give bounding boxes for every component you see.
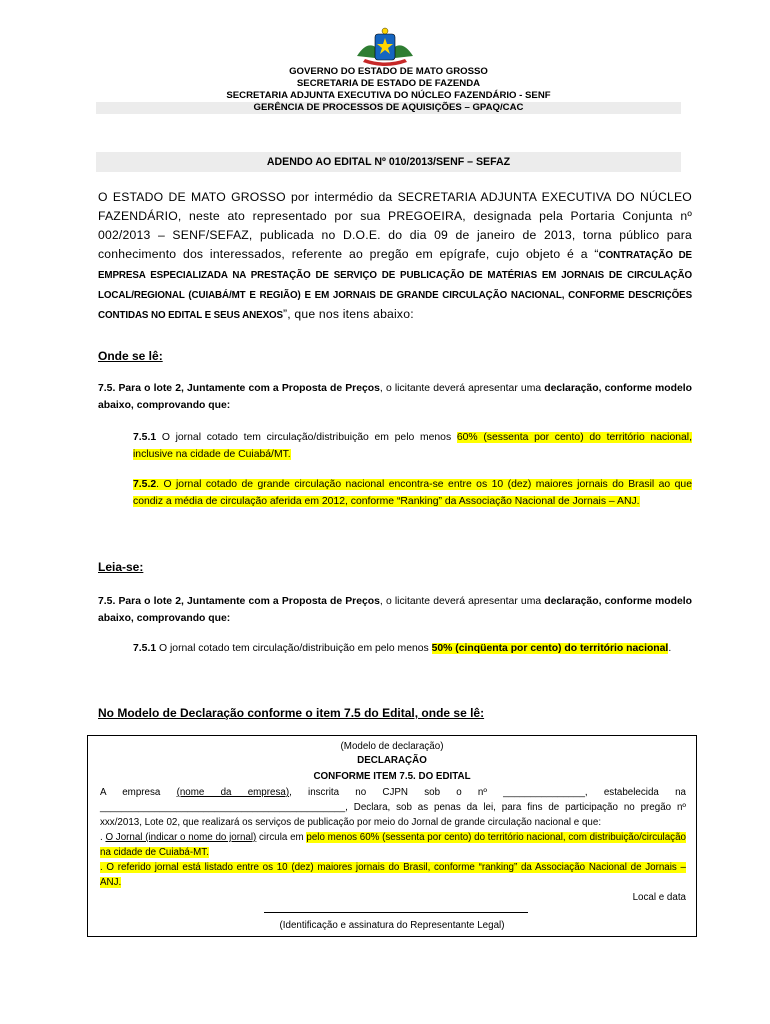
- leia-item-751-highlight: 50% (cinqüenta por cento) do território nacional: [431, 643, 669, 654]
- box-circulation-highlight: pelo menos 60% (sessenta por cento) do território nacional, com distribuição/circulação na cidade de Cuiabá-MT.: [100, 832, 686, 858]
- intro-text: O ESTADO DE MATO GROSSO por intermédio da SECRETARIA ADJUNTA EXECUTIVA DO NÚCLEO FAZENDÁRIO, neste ato representado por sua PREGOEIRA, designada pela Portaria Conjunta nº 002/2013 – SENF/SEFAZ, publicada no D.O.E. do dia 09 de janeiro de 2013, torna público para conhecimento dos interessados, referente ao pregão em epígrafe, cujo objeto é a “: [98, 190, 692, 261]
- box-declaration-title: DECLARAÇÃO: [357, 755, 427, 766]
- document-title: ADENDO AO EDITAL Nº 010/2013/SENF – SEFAZ: [96, 152, 681, 172]
- signature-line: [264, 912, 528, 913]
- leia-item-751-text: O jornal cotado tem circulação/distribuição em pelo menos: [156, 643, 432, 654]
- box-company-text: , inscrita no CJPN sob o nº _______________, estabelecida na _____________________________________________, Declara, sob as penas da lei, para fins de participação no pregão nº xxx/2013, Lote 02, que realizará os serviços de publicação por meio do Jornal de grande circulação nacional e que:: [100, 787, 686, 828]
- onde-item-752-number: 7.5.2: [133, 479, 157, 490]
- header-line-management: GERÊNCIA DE PROCESSOS DE AQUISIÇÕES – GPAQ/CAC: [96, 102, 681, 114]
- state-crest-icon: [353, 26, 417, 68]
- box-item-reference: CONFORME ITEM 7.5. DO EDITAL: [313, 771, 471, 782]
- box-newspaper-name: O Jornal (indicar o nome do jornal): [105, 832, 257, 843]
- box-model-label: (Modelo de declaração): [340, 741, 444, 752]
- box-circulation-bullet: .: [100, 832, 106, 843]
- box-local-date: Local e data: [632, 892, 686, 903]
- header-line-government: GOVERNO DO ESTADO DE MATO GROSSO: [289, 66, 488, 77]
- box-company-name: (nome da empresa): [176, 787, 290, 798]
- box-circulation-text: circula em: [256, 832, 307, 843]
- header-line-secretariat: SECRETARIA DE ESTADO DE FAZENDA: [296, 78, 481, 89]
- onde-item-751-number: 7.5.1: [133, 432, 157, 443]
- intro-tail: ”, que nos itens abaixo:: [282, 307, 414, 321]
- box-company-paragraph: [100, 785, 686, 830]
- onde-item-751-text: O jornal cotado tem circulação/distribuição em pelo menos: [156, 432, 457, 443]
- onde-item-751-highlight: 60% (sessenta por cento) do território nacional, inclusive na cidade de Cuiabá/MT.: [133, 432, 693, 460]
- leia-item-751-number: 7.5.1: [133, 643, 157, 654]
- leia-paragraph: [98, 593, 692, 627]
- leia-lote: 7.5. Para o lote 2, Juntamente com a Proposta de Preços: [98, 596, 380, 607]
- box-ranking-paragraph: [100, 860, 686, 890]
- box-ranking-highlight: . O referido jornal está listado entre os 10 (dez) maiores jornais do Brasil, conforme “ranking” da Associação Nacional de Jornais – ANJ.: [100, 862, 686, 888]
- header-line-adjunct: SECRETARIA ADJUNTA EXECUTIVA DO NÚCLEO FAZENDÁRIO - SENF: [226, 90, 551, 101]
- onde-paragraph: [98, 380, 692, 414]
- intro-object: CONTRATAÇÃO DE EMPRESA ESPECIALIZADA NA PRESTAÇÃO DE SERVIÇO DE PUBLICAÇÃO DE MATÉRIAS EM JORNAIS DE CIRCULAÇÃO LOCAL/REGIONAL (CUIABÁ/MT E REGIÃO) E EM JORNAIS DE GRANDE CIRCULAÇÃO NACIONAL, CONFORME DESCRIÇÕES CONTIDAS NO EDITAL E SEUS ANEXOS: [98, 250, 692, 321]
- onde-item-752-highlight: . O jornal cotado de grande circulação nacional encontra-se entre os 10 (dez) maiores jornais do Brasil ao que condiz a média de circulação aferida em 2012, conforme “Ranking” da Associação Nacional de Jornais – ANJ.: [133, 479, 692, 507]
- declaration-model-box: [87, 735, 697, 937]
- intro-paragraph: [98, 188, 692, 325]
- onde-item-751: [133, 429, 692, 463]
- onde-declaracao: declaração, conforme modelo abaixo, comprovando que:: [98, 383, 692, 411]
- onde-heading: Onde se lê:: [98, 349, 163, 363]
- box-signature-caption: (Identificação e assinatura do Representante Legal): [279, 920, 505, 931]
- box-company-lead: A empresa: [100, 787, 177, 798]
- leia-declaracao: declaração, conforme modelo abaixo, comprovando que:: [98, 596, 692, 624]
- modelo-heading: No Modelo de Declaração conforme o item 7.5 do Edital, onde se lê:: [98, 706, 485, 720]
- onde-lote: 7.5. Para o lote 2, Juntamente com a Proposta de Preços: [98, 383, 380, 394]
- onde-mid: , o licitante deverá apresentar uma: [379, 383, 545, 394]
- onde-item-752: [133, 476, 692, 510]
- box-circulation-paragraph: [100, 830, 686, 860]
- leia-item-751: [133, 640, 692, 657]
- leia-mid: , o licitante deverá apresentar uma: [379, 596, 545, 607]
- leia-heading: Leia-se:: [98, 560, 144, 574]
- leia-item-751-end: .: [668, 643, 672, 654]
